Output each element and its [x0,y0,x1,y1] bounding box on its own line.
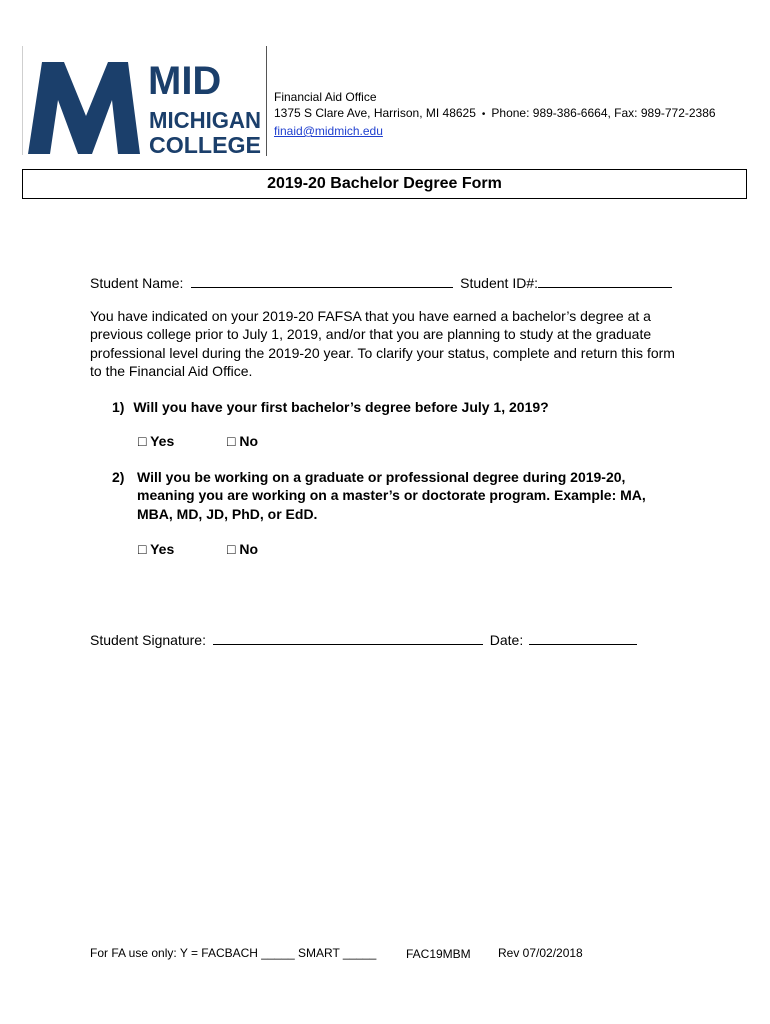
header-divider [266,46,267,156]
intro-paragraph: You have indicated on your 2019-20 FAFSA that you have earned a bachelor’s degree at a previous college prior to July 1, 2019, and/or that you are planning to study at the graduate professional level during the 2019-20 year. To clarify your status, complete and return this form to the Financial Aid Office. [90,308,675,380]
date-field[interactable] [529,630,637,645]
question-1-number: 1) [112,399,125,415]
student-name-field[interactable] [191,273,453,288]
student-name-label: Student Name: [90,275,184,291]
question-1-no-option[interactable]: □ No [227,433,259,449]
date-label: Date: [489,632,524,648]
fa-use-only-line: For FA use only: Y = FACBACH _____ SMART _____ [90,946,377,960]
signature-field[interactable] [213,630,483,645]
student-id-field[interactable] [538,273,672,288]
student-id-label: Student ID#: [460,275,538,291]
revision-date: Rev 07/02/2018 [498,946,583,960]
logo-text-college: COLLEGE [149,132,261,156]
question-2-yes-option[interactable]: □ Yes [138,541,175,557]
email-link[interactable]: finaid@midmich.edu [274,124,383,138]
student-info-row [90,273,672,292]
phone-fax: Phone: 989-386-6664, Fax: 989-772-2386 [491,106,716,120]
question-2-no-option[interactable]: □ No [227,541,259,557]
office-name: Financial Aid Office [274,90,377,104]
contact-block [274,89,716,139]
form-title: 2019-20 Bachelor Degree Form [267,175,502,192]
mid-michigan-college-logo [28,58,264,156]
question-1 [112,398,549,416]
form-code: FAC19MBM [406,947,471,961]
signature-label: Student Signature: [90,632,206,648]
bullet-separator: • [481,109,486,120]
form-title-box [22,169,747,199]
address: 1375 S Clare Ave, Harrison, MI 48625 [274,106,476,120]
logo-text-michigan: MICHIGAN [149,107,261,133]
logo-text-mid: MID [148,59,222,103]
question-2-text: Will you be working on a graduate or professional degree during 2019-20, meaning you are working on a master’s or doctorate program. Example: MA, MBA, MD, JD, PhD, or EdD. [137,469,646,522]
signature-row [90,630,637,649]
question-2-number: 2) [112,469,125,485]
question-1-yes-option[interactable]: □ Yes [138,433,175,449]
question-1-text: Will you have your first bachelor’s degree before July 1, 2019? [133,399,549,415]
header-left-rule [22,46,23,155]
address-line [274,105,716,123]
